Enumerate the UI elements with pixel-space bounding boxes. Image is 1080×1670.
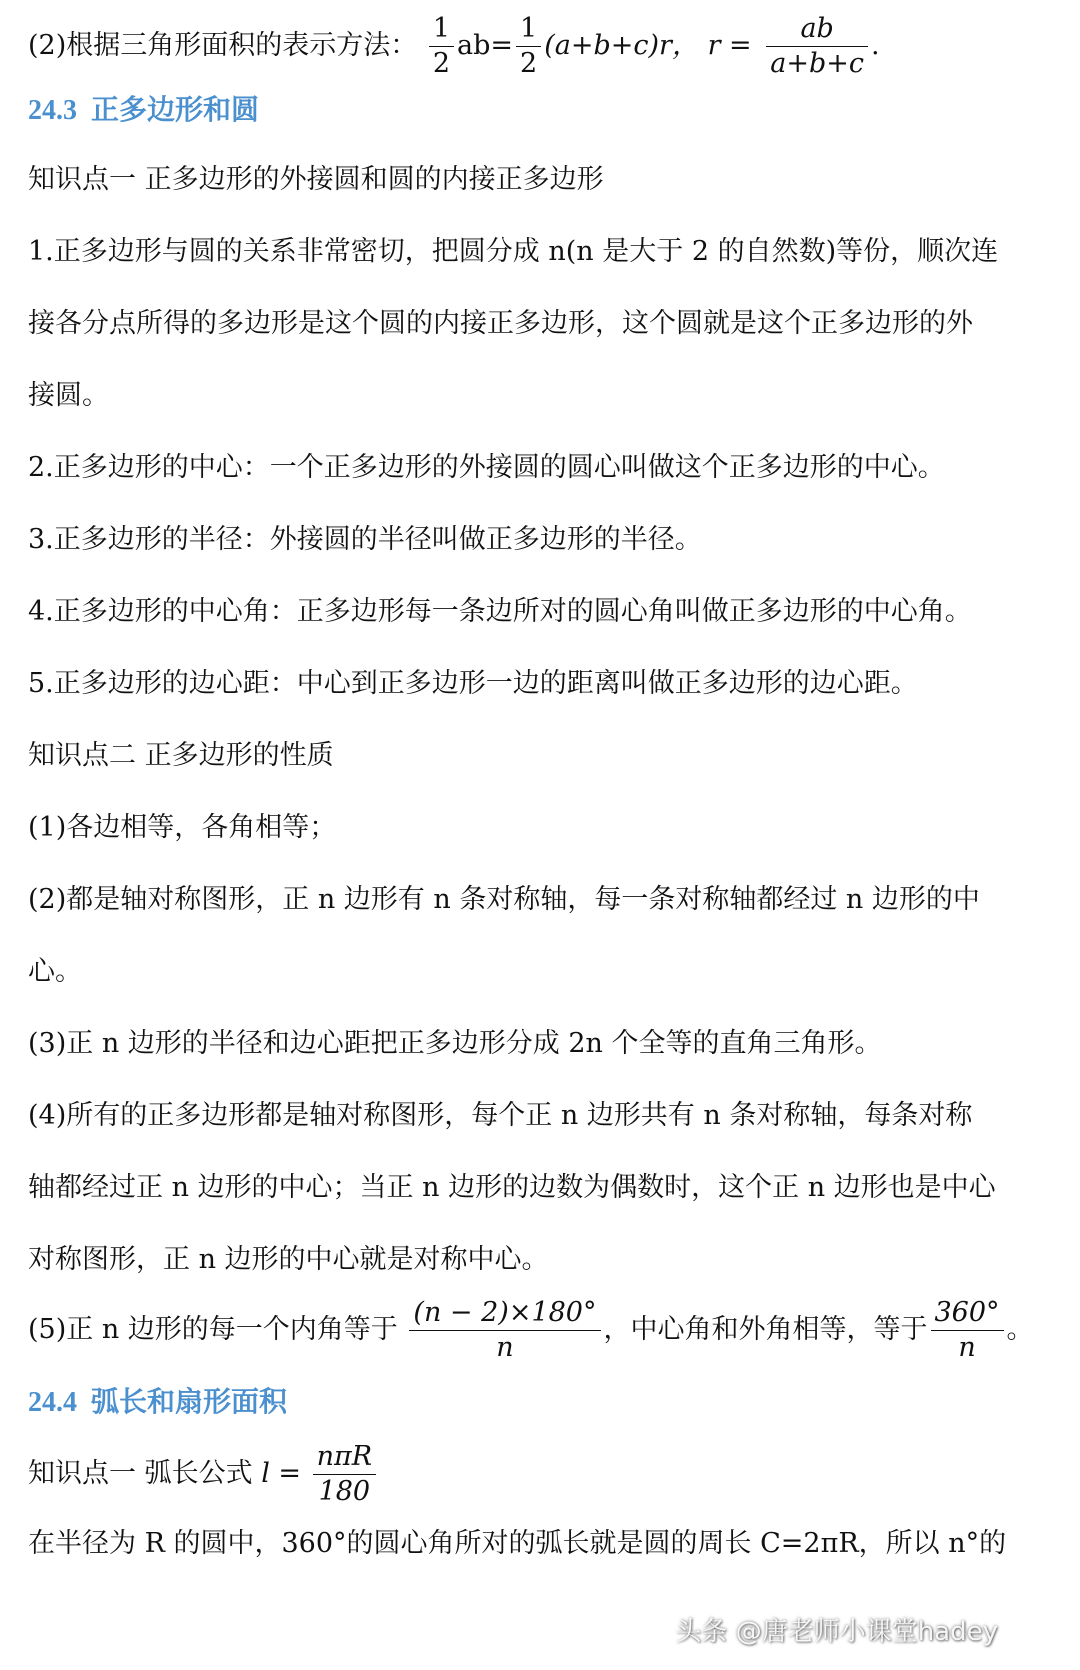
watermark [675, 1611, 998, 1648]
arc-length-lhs: l = [261, 1457, 302, 1489]
property-4-line-2: 轴都经过正 n 边形的中心；当正 n 边形的边数为偶数时，这个正 n 边形也是中心 [28, 1172, 996, 1203]
fraction-interior-angle: $\frac{(n - 2)\times 180^\circ}{n}$ [409, 1296, 600, 1365]
paragraph-1-line-2: 接各分点所得的多边形是这个圆的内接正多边形，这个圆就是这个正多边形的外 [28, 308, 973, 339]
paragraph-2: 2.正多边形的中心：一个正多边形的外接圆的圆心叫做这个正多边形的中心。 [28, 452, 945, 483]
section-title: 正多边形和圆 [91, 93, 260, 126]
property-5-middle: ，中心角和外角相等，等于 [603, 1313, 928, 1345]
paragraph-1-line-3: 接圆。 [28, 380, 109, 411]
formula-perimeter-times-r: (a+b+c)r， [544, 29, 699, 61]
paragraph-5: 5.正多边形的边心距：中心到正多边形一边的距离叫做正多边形的边心距。 [28, 668, 918, 699]
section-heading-24-4 [28, 1385, 288, 1418]
section-heading-24-3 [28, 93, 260, 126]
property-5-prefix: (5)正 n 边形的每一个内角等于 [28, 1313, 398, 1345]
knowledge-point-2-title: 知识点二 正多边形的性质 [28, 740, 334, 771]
paragraph-3: 3.正多边形的半径：外接圆的半径叫做正多边形的半径。 [28, 524, 702, 555]
fraction-one-half-second: $\frac{1}{2}$ [516, 12, 541, 81]
paragraph-4: 4.正多边形的中心角：正多边形每一条边所对的圆心角叫做正多边形的中心角。 [28, 596, 972, 627]
paragraph-1-line-1: 1.正多边形与圆的关系非常密切，把圆分成 n(n 是大于 2 的自然数)等份，顺次连 [28, 236, 999, 267]
formula-ab-equals: ab= [457, 29, 514, 61]
knowledge-point-arc-length [28, 1440, 379, 1509]
fraction-r-formula: $\frac{ab}{a+b+c}$ [766, 12, 868, 81]
property-3: (3)正 n 边形的半径和边心距把正多边形分成 2n 个全等的直角三角形。 [28, 1028, 882, 1059]
section-number: 24.3 [28, 95, 77, 126]
watermark-brand: 头条 [675, 1617, 728, 1647]
formula-r-equals: r = [707, 29, 752, 61]
property-5-end: 。 [1006, 1313, 1034, 1345]
arc-length-title: 知识点一 弧长公式 [28, 1457, 253, 1489]
property-4-line-1: (4)所有的正多边形都是轴对称图形，每个正 n 边形共有 n 条对称轴，每条对称 [28, 1100, 973, 1131]
section-number: 24.4 [28, 1387, 77, 1418]
knowledge-point-1-title: 知识点一 正多边形的外接圆和圆的内接正多边形 [28, 164, 604, 195]
watermark-handle: @唐老师小课堂hadey [735, 1617, 998, 1647]
property-2-line-1: (2)都是轴对称图形，正 n 边形有 n 条对称轴，每一条对称轴都经过 n 边形的中 [28, 884, 980, 915]
property-2-line-2: 心。 [28, 956, 82, 987]
fraction-arc-length: $\frac{\text{nπR}}{180}$ [313, 1440, 376, 1509]
property-5 [28, 1296, 1034, 1365]
fraction-central-angle: $\frac{360^\circ}{n}$ [931, 1296, 1004, 1365]
fraction-one-half: $\frac{1}{2}$ [429, 12, 454, 81]
property-1: (1)各边相等，各角相等； [28, 812, 337, 843]
property-4-line-3: 对称图形，正 n 边形的中心就是对称中心。 [28, 1244, 549, 1275]
formula-intro-text: (2)根据三角形面积的表示方法： [28, 29, 418, 61]
triangle-area-formula-line [28, 12, 880, 81]
arc-length-explanation: 在半径为 R 的圆中，360°的圆心角所对的弧长就是圆的周长 C=2πR，所以 n°的 [28, 1528, 1007, 1559]
section-title: 弧长和扇形面积 [91, 1385, 288, 1418]
formula-end-period: . [871, 29, 880, 61]
